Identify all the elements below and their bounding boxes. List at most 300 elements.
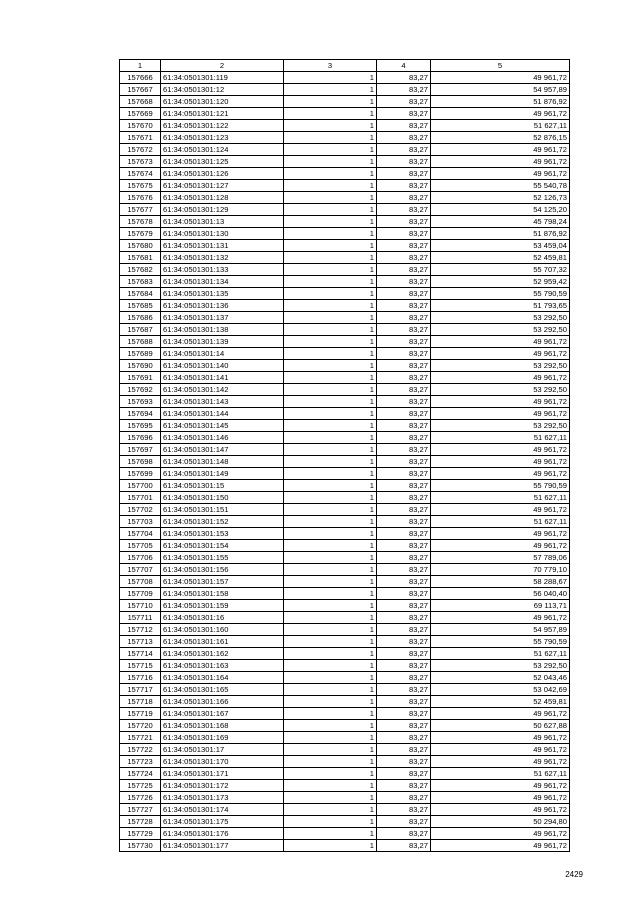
count-value-cell: 1 [284, 276, 377, 288]
area-value-cell: 83,27 [377, 168, 431, 180]
cost-value-cell: 49 961,72 [431, 504, 570, 516]
column-header-2: 2 [161, 60, 284, 72]
row-number-cell: 157697 [120, 444, 161, 456]
count-value-cell: 1 [284, 312, 377, 324]
row-number-cell: 157674 [120, 168, 161, 180]
cost-value-cell: 49 961,72 [431, 708, 570, 720]
table-row [120, 396, 570, 408]
area-value-cell: 83,27 [377, 336, 431, 348]
row-number-cell: 157721 [120, 732, 161, 744]
cost-value-cell: 49 961,72 [431, 804, 570, 816]
table-row [120, 792, 570, 804]
row-number-cell: 157702 [120, 504, 161, 516]
table-row [120, 72, 570, 84]
count-value-cell: 1 [284, 384, 377, 396]
header-row [120, 60, 570, 72]
table-row [120, 192, 570, 204]
row-number-cell: 157677 [120, 204, 161, 216]
area-value-cell: 83,27 [377, 708, 431, 720]
row-number-cell: 157682 [120, 264, 161, 276]
row-number-cell: 157727 [120, 804, 161, 816]
row-number-cell: 157678 [120, 216, 161, 228]
count-value-cell: 1 [284, 840, 377, 852]
row-number-cell: 157700 [120, 480, 161, 492]
table-row [120, 288, 570, 300]
area-value-cell: 83,27 [377, 840, 431, 852]
cost-value-cell: 53 459,04 [431, 240, 570, 252]
area-value-cell: 83,27 [377, 228, 431, 240]
row-number-cell: 157711 [120, 612, 161, 624]
row-number-cell: 157704 [120, 528, 161, 540]
column-header-4: 4 [377, 60, 431, 72]
count-value-cell: 1 [284, 252, 377, 264]
row-number-cell: 157683 [120, 276, 161, 288]
count-value-cell: 1 [284, 360, 377, 372]
table-row [120, 348, 570, 360]
area-value-cell: 83,27 [377, 408, 431, 420]
count-value-cell: 1 [284, 816, 377, 828]
table-row [120, 408, 570, 420]
area-value-cell: 83,27 [377, 624, 431, 636]
row-number-cell: 157708 [120, 576, 161, 588]
area-value-cell: 83,27 [377, 96, 431, 108]
cost-value-cell: 53 292,50 [431, 324, 570, 336]
row-number-cell: 157701 [120, 492, 161, 504]
count-value-cell: 1 [284, 660, 377, 672]
cost-value-cell: 49 961,72 [431, 732, 570, 744]
count-value-cell: 1 [284, 636, 377, 648]
area-value-cell: 83,27 [377, 120, 431, 132]
cost-value-cell: 51 627,11 [431, 432, 570, 444]
area-value-cell: 83,27 [377, 696, 431, 708]
table-row [120, 480, 570, 492]
row-number-cell: 157688 [120, 336, 161, 348]
table-row [120, 780, 570, 792]
cadastral-number-cell: 61:34:0501301:174 [161, 804, 284, 816]
row-number-cell: 157676 [120, 192, 161, 204]
cadastral-number-cell: 61:34:0501301:164 [161, 672, 284, 684]
row-number-cell: 157714 [120, 648, 161, 660]
cost-value-cell: 49 961,72 [431, 72, 570, 84]
area-value-cell: 83,27 [377, 300, 431, 312]
count-value-cell: 1 [284, 300, 377, 312]
row-number-cell: 157694 [120, 408, 161, 420]
cost-value-cell: 50 627,88 [431, 720, 570, 732]
cost-value-cell: 49 961,72 [431, 144, 570, 156]
area-value-cell: 83,27 [377, 396, 431, 408]
area-value-cell: 83,27 [377, 420, 431, 432]
area-value-cell: 83,27 [377, 504, 431, 516]
cadastral-number-cell: 61:34:0501301:169 [161, 732, 284, 744]
row-number-cell: 157671 [120, 132, 161, 144]
cadastral-number-cell: 61:34:0501301:135 [161, 288, 284, 300]
cadastral-number-cell: 61:34:0501301:142 [161, 384, 284, 396]
area-value-cell: 83,27 [377, 84, 431, 96]
cadastral-number-cell: 61:34:0501301:14 [161, 348, 284, 360]
cost-value-cell: 53 292,50 [431, 384, 570, 396]
area-value-cell: 83,27 [377, 732, 431, 744]
cadastral-number-cell: 61:34:0501301:16 [161, 612, 284, 624]
count-value-cell: 1 [284, 288, 377, 300]
area-value-cell: 83,27 [377, 264, 431, 276]
row-number-cell: 157729 [120, 828, 161, 840]
table-row [120, 696, 570, 708]
area-value-cell: 83,27 [377, 144, 431, 156]
count-value-cell: 1 [284, 408, 377, 420]
table-row [120, 744, 570, 756]
count-value-cell: 1 [284, 576, 377, 588]
cost-value-cell: 53 292,50 [431, 660, 570, 672]
cadastral-number-cell: 61:34:0501301:143 [161, 396, 284, 408]
cost-value-cell: 50 294,80 [431, 816, 570, 828]
row-number-cell: 157710 [120, 600, 161, 612]
area-value-cell: 83,27 [377, 768, 431, 780]
area-value-cell: 83,27 [377, 456, 431, 468]
cadastral-number-cell: 61:34:0501301:136 [161, 300, 284, 312]
cost-value-cell: 51 793,65 [431, 300, 570, 312]
row-number-cell: 157722 [120, 744, 161, 756]
area-value-cell: 83,27 [377, 276, 431, 288]
area-value-cell: 83,27 [377, 744, 431, 756]
cost-value-cell: 55 540,78 [431, 180, 570, 192]
area-value-cell: 83,27 [377, 432, 431, 444]
cadastral-number-cell: 61:34:0501301:13 [161, 216, 284, 228]
row-number-cell: 157720 [120, 720, 161, 732]
cost-value-cell: 52 876,15 [431, 132, 570, 144]
count-value-cell: 1 [284, 228, 377, 240]
count-value-cell: 1 [284, 492, 377, 504]
cost-value-cell: 51 876,92 [431, 228, 570, 240]
cadastral-number-cell: 61:34:0501301:131 [161, 240, 284, 252]
area-value-cell: 83,27 [377, 804, 431, 816]
table-row [120, 240, 570, 252]
cost-value-cell: 55 790,59 [431, 480, 570, 492]
cost-value-cell: 57 789,06 [431, 552, 570, 564]
cost-value-cell: 51 627,11 [431, 768, 570, 780]
cost-value-cell: 49 961,72 [431, 156, 570, 168]
row-number-cell: 157684 [120, 288, 161, 300]
row-number-cell: 157718 [120, 696, 161, 708]
cadastral-number-cell: 61:34:0501301:153 [161, 528, 284, 540]
table-row [120, 180, 570, 192]
count-value-cell: 1 [284, 144, 377, 156]
area-value-cell: 83,27 [377, 192, 431, 204]
column-header-5: 5 [431, 60, 570, 72]
table-row [120, 648, 570, 660]
count-value-cell: 1 [284, 96, 377, 108]
cadastral-number-cell: 61:34:0501301:165 [161, 684, 284, 696]
row-number-cell: 157713 [120, 636, 161, 648]
row-number-cell: 157725 [120, 780, 161, 792]
table-body [120, 72, 570, 852]
table-row [120, 504, 570, 516]
cadastral-number-cell: 61:34:0501301:127 [161, 180, 284, 192]
count-value-cell: 1 [284, 792, 377, 804]
table-row [120, 276, 570, 288]
cost-value-cell: 45 798,24 [431, 216, 570, 228]
count-value-cell: 1 [284, 324, 377, 336]
table-row [120, 420, 570, 432]
count-value-cell: 1 [284, 120, 377, 132]
area-value-cell: 83,27 [377, 552, 431, 564]
row-number-cell: 157668 [120, 96, 161, 108]
cost-value-cell: 49 961,72 [431, 408, 570, 420]
count-value-cell: 1 [284, 348, 377, 360]
cadastral-number-cell: 61:34:0501301:172 [161, 780, 284, 792]
table-row [120, 432, 570, 444]
area-value-cell: 83,27 [377, 288, 431, 300]
count-value-cell: 1 [284, 744, 377, 756]
count-value-cell: 1 [284, 540, 377, 552]
row-number-cell: 157726 [120, 792, 161, 804]
table-row [120, 552, 570, 564]
area-value-cell: 83,27 [377, 372, 431, 384]
cadastral-number-cell: 61:34:0501301:167 [161, 708, 284, 720]
cadastral-number-cell: 61:34:0501301:121 [161, 108, 284, 120]
count-value-cell: 1 [284, 552, 377, 564]
row-number-cell: 157670 [120, 120, 161, 132]
cost-value-cell: 49 961,72 [431, 744, 570, 756]
cost-value-cell: 51 627,11 [431, 648, 570, 660]
row-number-cell: 157705 [120, 540, 161, 552]
area-value-cell: 83,27 [377, 528, 431, 540]
cost-value-cell: 49 961,72 [431, 372, 570, 384]
table-row [120, 660, 570, 672]
cadastral-number-cell: 61:34:0501301:155 [161, 552, 284, 564]
cadastral-number-cell: 61:34:0501301:130 [161, 228, 284, 240]
cost-value-cell: 53 292,50 [431, 360, 570, 372]
count-value-cell: 1 [284, 696, 377, 708]
count-value-cell: 1 [284, 72, 377, 84]
cadastral-number-cell: 61:34:0501301:154 [161, 540, 284, 552]
cost-value-cell: 52 126,73 [431, 192, 570, 204]
row-number-cell: 157724 [120, 768, 161, 780]
row-number-cell: 157716 [120, 672, 161, 684]
area-value-cell: 83,27 [377, 636, 431, 648]
row-number-cell: 157685 [120, 300, 161, 312]
count-value-cell: 1 [284, 264, 377, 276]
cost-value-cell: 49 961,72 [431, 168, 570, 180]
table-row [120, 204, 570, 216]
area-value-cell: 83,27 [377, 444, 431, 456]
cost-value-cell: 49 961,72 [431, 612, 570, 624]
area-value-cell: 83,27 [377, 672, 431, 684]
cadastral-number-cell: 61:34:0501301:124 [161, 144, 284, 156]
cost-value-cell: 55 790,59 [431, 288, 570, 300]
cost-value-cell: 49 961,72 [431, 396, 570, 408]
cost-value-cell: 49 961,72 [431, 528, 570, 540]
cadastral-number-cell: 61:34:0501301:151 [161, 504, 284, 516]
row-number-cell: 157692 [120, 384, 161, 396]
cadastral-number-cell: 61:34:0501301:145 [161, 420, 284, 432]
table-row [120, 228, 570, 240]
area-value-cell: 83,27 [377, 312, 431, 324]
count-value-cell: 1 [284, 528, 377, 540]
table-row [120, 816, 570, 828]
cadastral-number-cell: 61:34:0501301:129 [161, 204, 284, 216]
table-row [120, 492, 570, 504]
count-value-cell: 1 [284, 168, 377, 180]
cadastral-number-cell: 61:34:0501301:152 [161, 516, 284, 528]
cost-value-cell: 52 959,42 [431, 276, 570, 288]
count-value-cell: 1 [284, 108, 377, 120]
table-row [120, 108, 570, 120]
row-number-cell: 157717 [120, 684, 161, 696]
area-value-cell: 83,27 [377, 132, 431, 144]
table-row [120, 732, 570, 744]
cadastral-number-cell: 61:34:0501301:173 [161, 792, 284, 804]
cost-value-cell: 53 292,50 [431, 312, 570, 324]
count-value-cell: 1 [284, 612, 377, 624]
cadastral-number-cell: 61:34:0501301:158 [161, 588, 284, 600]
area-value-cell: 83,27 [377, 792, 431, 804]
cadastral-number-cell: 61:34:0501301:159 [161, 600, 284, 612]
area-value-cell: 83,27 [377, 780, 431, 792]
count-value-cell: 1 [284, 588, 377, 600]
row-number-cell: 157689 [120, 348, 161, 360]
area-value-cell: 83,27 [377, 648, 431, 660]
cadastral-number-cell: 61:34:0501301:150 [161, 492, 284, 504]
count-value-cell: 1 [284, 720, 377, 732]
cadastral-number-cell: 61:34:0501301:12 [161, 84, 284, 96]
cadastral-number-cell: 61:34:0501301:146 [161, 432, 284, 444]
count-value-cell: 1 [284, 768, 377, 780]
table-row [120, 312, 570, 324]
table-row [120, 588, 570, 600]
cadastral-number-cell: 61:34:0501301:166 [161, 696, 284, 708]
cost-value-cell: 52 459,81 [431, 696, 570, 708]
cost-value-cell: 49 961,72 [431, 840, 570, 852]
row-number-cell: 157666 [120, 72, 161, 84]
cadastral-number-cell: 61:34:0501301:140 [161, 360, 284, 372]
area-value-cell: 83,27 [377, 516, 431, 528]
table-row [120, 540, 570, 552]
cost-value-cell: 49 961,72 [431, 828, 570, 840]
count-value-cell: 1 [284, 420, 377, 432]
table-row [120, 636, 570, 648]
table-row [120, 120, 570, 132]
area-value-cell: 83,27 [377, 252, 431, 264]
area-value-cell: 83,27 [377, 204, 431, 216]
cadastral-number-cell: 61:34:0501301:15 [161, 480, 284, 492]
count-value-cell: 1 [284, 504, 377, 516]
cost-value-cell: 49 961,72 [431, 108, 570, 120]
cadastral-number-cell: 61:34:0501301:160 [161, 624, 284, 636]
cadastral-number-cell: 61:34:0501301:144 [161, 408, 284, 420]
table-row [120, 528, 570, 540]
count-value-cell: 1 [284, 564, 377, 576]
cost-value-cell: 54 957,89 [431, 84, 570, 96]
count-value-cell: 1 [284, 732, 377, 744]
count-value-cell: 1 [284, 648, 377, 660]
table-row [120, 132, 570, 144]
cadastral-number-cell: 61:34:0501301:128 [161, 192, 284, 204]
cost-value-cell: 49 961,72 [431, 336, 570, 348]
cost-value-cell: 49 961,72 [431, 444, 570, 456]
cadastral-number-cell: 61:34:0501301:137 [161, 312, 284, 324]
row-number-cell: 157669 [120, 108, 161, 120]
cadastral-number-cell: 61:34:0501301:157 [161, 576, 284, 588]
row-number-cell: 157728 [120, 816, 161, 828]
table-row [120, 756, 570, 768]
table-row [120, 144, 570, 156]
row-number-cell: 157703 [120, 516, 161, 528]
count-value-cell: 1 [284, 804, 377, 816]
cadastral-number-cell: 61:34:0501301:156 [161, 564, 284, 576]
table-row [120, 564, 570, 576]
cost-value-cell: 49 961,72 [431, 756, 570, 768]
area-value-cell: 83,27 [377, 240, 431, 252]
cadastral-number-cell: 61:34:0501301:171 [161, 768, 284, 780]
area-value-cell: 83,27 [377, 480, 431, 492]
count-value-cell: 1 [284, 828, 377, 840]
table-row [120, 828, 570, 840]
count-value-cell: 1 [284, 600, 377, 612]
count-value-cell: 1 [284, 216, 377, 228]
table-row [120, 96, 570, 108]
cadastral-number-cell: 61:34:0501301:162 [161, 648, 284, 660]
count-value-cell: 1 [284, 396, 377, 408]
cadastral-number-cell: 61:34:0501301:122 [161, 120, 284, 132]
cadastral-number-cell: 61:34:0501301:163 [161, 660, 284, 672]
table-row [120, 264, 570, 276]
cost-value-cell: 51 627,11 [431, 120, 570, 132]
table-row [120, 576, 570, 588]
table-row [120, 168, 570, 180]
area-value-cell: 83,27 [377, 684, 431, 696]
area-value-cell: 83,27 [377, 588, 431, 600]
row-number-cell: 157690 [120, 360, 161, 372]
cost-value-cell: 58 288,67 [431, 576, 570, 588]
cadastral-number-cell: 61:34:0501301:168 [161, 720, 284, 732]
row-number-cell: 157698 [120, 456, 161, 468]
cadastral-number-cell: 61:34:0501301:177 [161, 840, 284, 852]
cost-value-cell: 49 961,72 [431, 780, 570, 792]
table-row [120, 468, 570, 480]
cadastral-number-cell: 61:34:0501301:176 [161, 828, 284, 840]
area-value-cell: 83,27 [377, 324, 431, 336]
count-value-cell: 1 [284, 624, 377, 636]
cadastral-number-cell: 61:34:0501301:133 [161, 264, 284, 276]
cost-value-cell: 49 961,72 [431, 456, 570, 468]
area-value-cell: 83,27 [377, 540, 431, 552]
cadastral-number-cell: 61:34:0501301:123 [161, 132, 284, 144]
area-value-cell: 83,27 [377, 108, 431, 120]
area-value-cell: 83,27 [377, 612, 431, 624]
cadastral-number-cell: 61:34:0501301:147 [161, 444, 284, 456]
cost-value-cell: 51 627,11 [431, 492, 570, 504]
table-row [120, 336, 570, 348]
cost-value-cell: 54 125,20 [431, 204, 570, 216]
table-row [120, 372, 570, 384]
table-row [120, 612, 570, 624]
area-value-cell: 83,27 [377, 720, 431, 732]
count-value-cell: 1 [284, 192, 377, 204]
row-number-cell: 157687 [120, 324, 161, 336]
cadastral-number-cell: 61:34:0501301:141 [161, 372, 284, 384]
count-value-cell: 1 [284, 156, 377, 168]
row-number-cell: 157691 [120, 372, 161, 384]
row-number-cell: 157675 [120, 180, 161, 192]
cadastral-number-cell: 61:34:0501301:161 [161, 636, 284, 648]
column-header-3: 3 [284, 60, 377, 72]
page-number: 2429 [565, 870, 583, 879]
count-value-cell: 1 [284, 432, 377, 444]
cadastral-number-cell: 61:34:0501301:139 [161, 336, 284, 348]
area-value-cell: 83,27 [377, 600, 431, 612]
row-number-cell: 157706 [120, 552, 161, 564]
count-value-cell: 1 [284, 756, 377, 768]
